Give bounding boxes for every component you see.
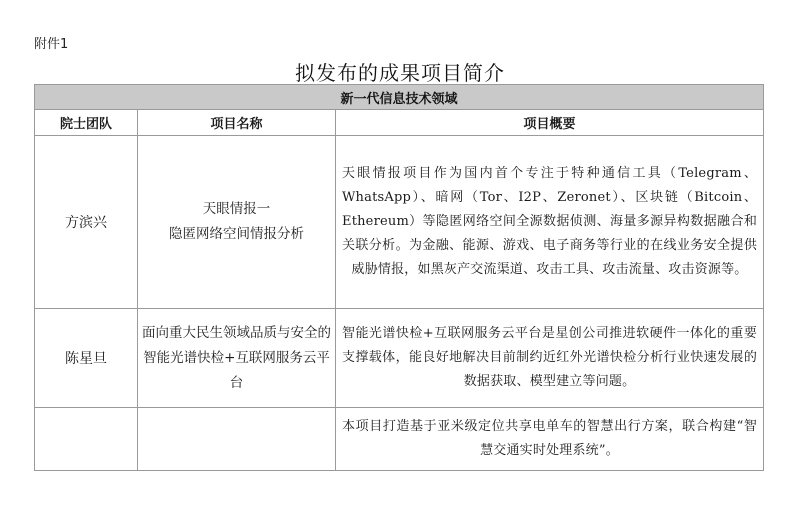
project-name-line: 隐匿网络空间情报分析: [169, 226, 304, 242]
project-name-cell: [138, 136, 336, 309]
section-header: 新一代信息技术领域: [35, 85, 764, 110]
table-header-row: [35, 110, 764, 136]
overview-cell: 本项目打造基于亚米级定位共享电单车的智慧出行方案，联合构建“智慧交通实时处理系统”。: [336, 408, 764, 471]
attachment-label: 附件1: [34, 37, 69, 52]
member-cell: 陈星旦: [35, 309, 138, 408]
table-row: [35, 136, 764, 309]
header-project-name: 项目名称: [138, 110, 336, 136]
member-cell: 方滨兴: [35, 136, 138, 309]
member-cell: [35, 408, 138, 471]
project-name-cell: [138, 408, 336, 471]
overview-cell: 智能光谱快检+互联网服务云平台是星创公司推进软硬件一体化的重要支撑载体，能良好地解决目前制约近红外光谱快检分析行业快速发展的数据获取、模型建立等问题。: [336, 309, 764, 408]
project-table: [34, 84, 764, 471]
header-overview: 项目概要: [336, 110, 764, 136]
overview-cell: 天眼情报项目作为国内首个专注于特种通信工具（Telegram、WhatsApp）、暗网（Tor、I2P、Zeronet）、区块链（Bitcoin、Ethereum）等隐匿网络空间全源数据侦测、海量多源异构数据融合和关联分析。为金融、能源、游戏、电子商务等行业的在线业务安全提供威胁情报，如黑灰产交流渠道、攻击工具、攻击流量、攻击资源等。: [336, 136, 764, 309]
table-row: [35, 309, 764, 408]
project-name-cell: 面向重大民生领域品质与安全的智能光谱快检+互联网服务云平台: [138, 309, 336, 408]
header-member: 院士团队: [35, 110, 138, 136]
document-title: 拟发布的成果项目简介: [295, 61, 505, 85]
project-name-line: 天眼情报一: [202, 201, 271, 217]
table-row: [35, 408, 764, 471]
